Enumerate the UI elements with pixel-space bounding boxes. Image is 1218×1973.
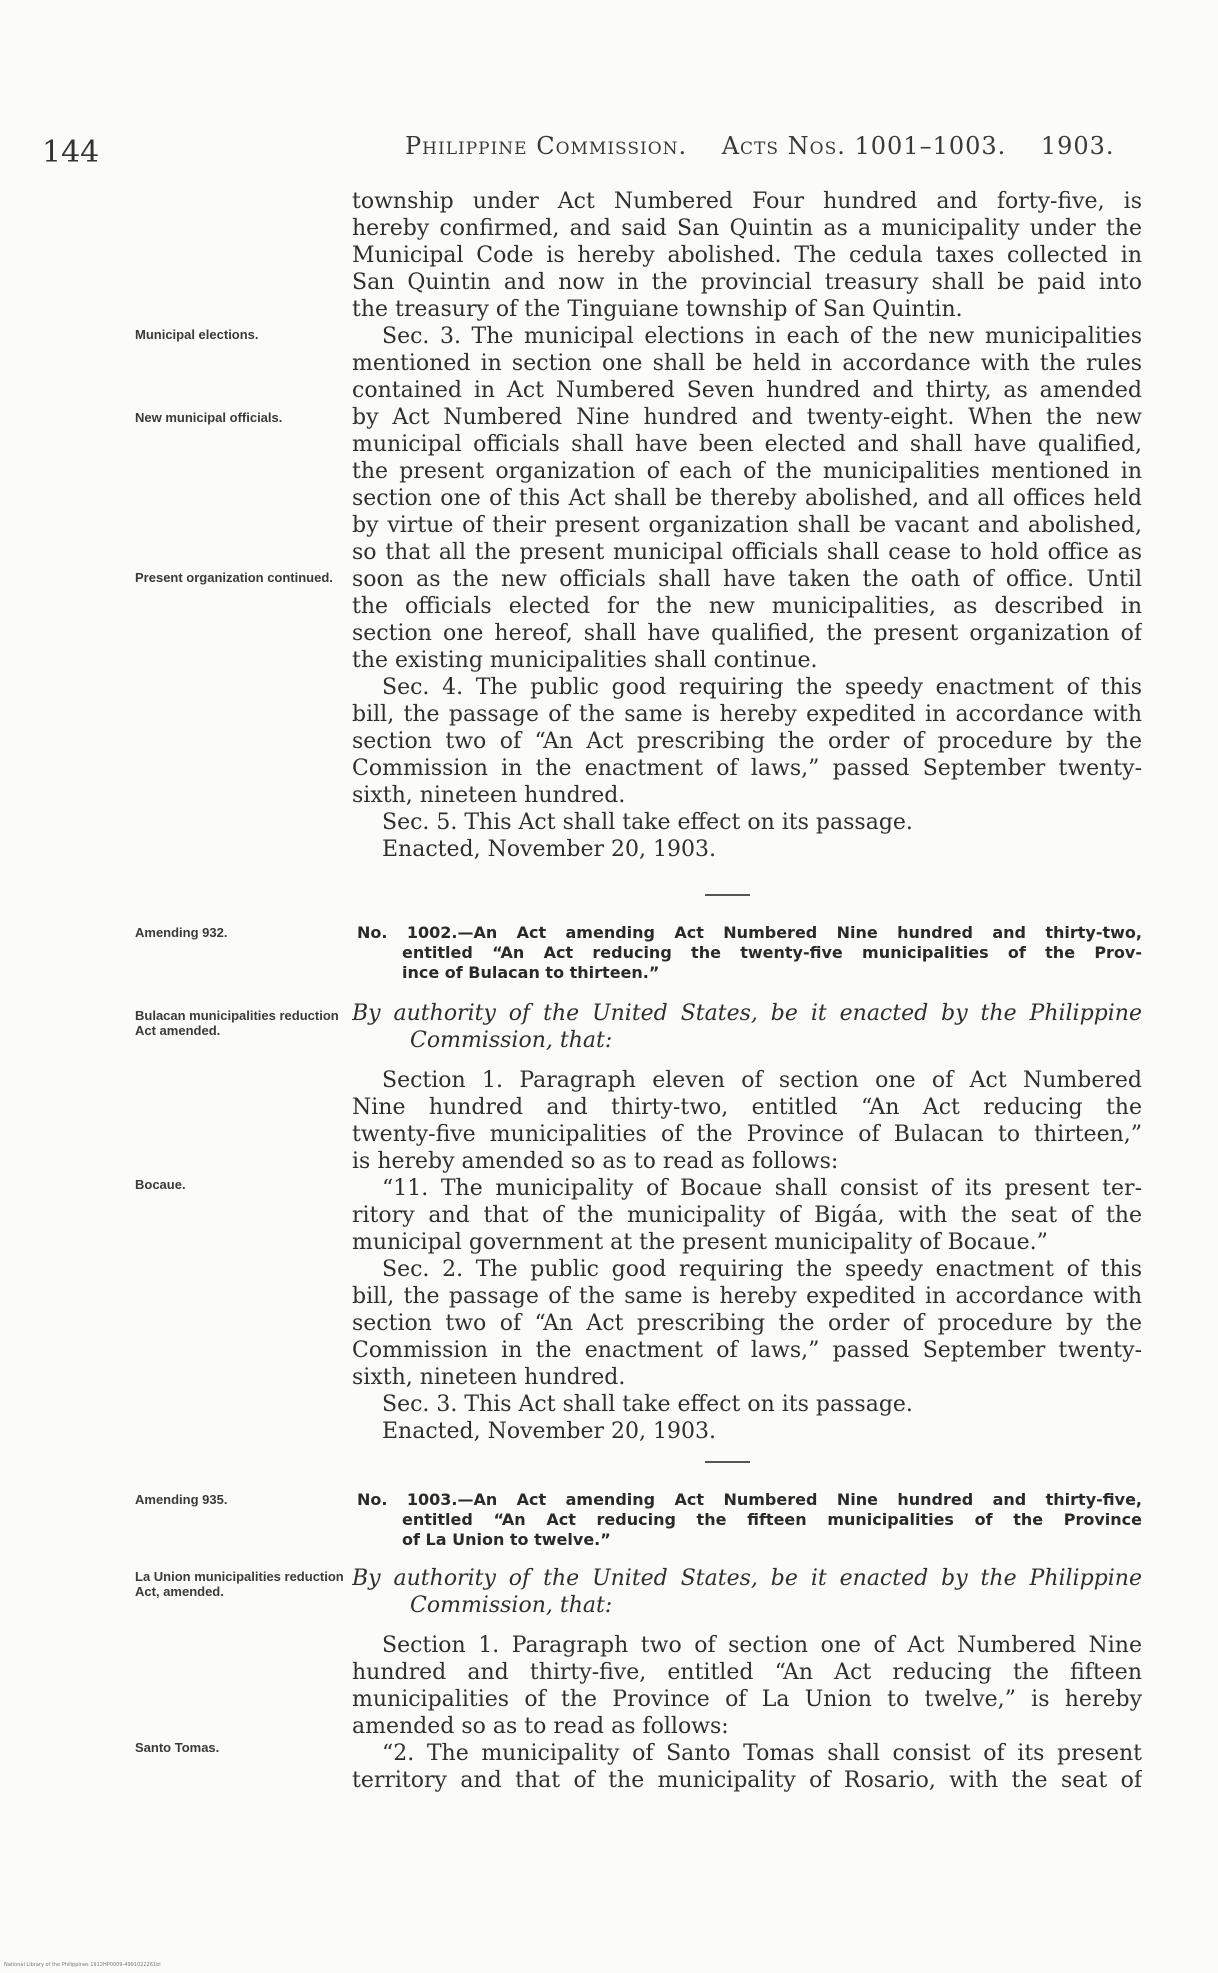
text-line: section one hereof, shall have qualified, the present organization of (352, 621, 1142, 646)
text-line: section two of “An Act prescribing the order of procedure by the (352, 1311, 1142, 1336)
text-line: Sec. 4. The public good requiring the speedy enactment of this (382, 675, 1142, 700)
act-1002-body (352, 1067, 1142, 1445)
page-number: 144 (42, 135, 100, 170)
text-line: Section 1. Paragraph two of section one of Act Numbered Nine (382, 1633, 1142, 1658)
side-note-santo-tomas: Santo Tomas. (135, 1740, 220, 1755)
text-line: Commission in the enactment of laws,” passed September twenty- (352, 756, 1142, 781)
act-1003-enacting-clause (352, 1565, 1142, 1619)
side-note-la-union: La Union municipalities reduction Act, amended. (135, 1569, 344, 1599)
text-line: so that all the present municipal officials shall cease to hold office as (352, 540, 1142, 565)
text-line: Enacted, November 20, 1903. (382, 837, 716, 862)
text-line: section two of “An Act prescribing the order of procedure by the (352, 729, 1142, 754)
text-line: municipal officials shall have been elected and shall have qualified, (352, 432, 1142, 457)
heading-line: ince of Bulacan to thirteen.” (402, 963, 660, 982)
text-line: Sec. 3. This Act shall take effect on its passage. (382, 1392, 913, 1417)
act-1002-heading (357, 923, 1142, 983)
acts-range: Acts Nos. 1001–1003. (721, 132, 1007, 160)
text-line: hereby confirmed, and said San Quintin as a municipality under the (352, 216, 1142, 241)
heading-line: of La Union to twelve.” (402, 1530, 611, 1549)
text-line: Sec. 5. This Act shall take effect on its passage. (382, 810, 913, 835)
text-line: amended so as to read as follows: (352, 1714, 729, 1739)
text-line: municipal government at the present municipality of Bocaue.” (352, 1230, 1048, 1255)
act-1003-heading (357, 1490, 1142, 1550)
text-line: By authority of the United States, be it enacted by the Philippine (352, 1001, 1142, 1026)
text-line: Section 1. Paragraph eleven of section one of Act Numbered (382, 1068, 1142, 1093)
text-line: mentioned in section one shall be held in accordance with the rules (352, 351, 1142, 376)
running-head (405, 132, 1115, 160)
text-line: sixth, nineteen hundred. (352, 783, 626, 808)
text-line: by virtue of their present organization shall be vacant and abolished, (352, 513, 1142, 538)
side-note-municipal-elections: Municipal elections. (135, 327, 259, 342)
text-line: by Act Numbered Nine hundred and twenty-eight. When the new (352, 405, 1142, 430)
side-note-bulacan: Bulacan municipalities reduction Act amended. (135, 1008, 339, 1038)
scan-footer: National Library of the Philippines 1912HP0009-4991022261bl (4, 1962, 161, 1968)
side-note-amending-935: Amending 935. (135, 1492, 228, 1507)
section-divider (705, 894, 750, 896)
text-line: bill, the passage of the same is hereby expedited in accordance with (352, 702, 1142, 727)
text-line: By authority of the United States, be it enacted by the Philippine (352, 1566, 1142, 1591)
act-1002-enacting-clause (352, 1000, 1142, 1054)
text-line: section one of this Act shall be thereby abolished, and all offices held (352, 486, 1142, 511)
heading-line: No. 1002.—An Act amending Act Numbered Nine hundred and thirty-two, (357, 923, 1142, 942)
section-divider (705, 1461, 750, 1463)
text-line: Commission, that: (410, 1028, 613, 1053)
text-line: territory and that of the municipality of Rosario, with the seat of (352, 1768, 1142, 1793)
text-line: “11. The municipality of Bocaue shall consist of its present ter- (382, 1176, 1142, 1201)
text-line: Sec. 2. The public good requiring the speedy enactment of this (382, 1257, 1142, 1282)
text-line: “2. The municipality of Santo Tomas shall consist of its present (382, 1741, 1142, 1766)
text-line: sixth, nineteen hundred. (352, 1365, 626, 1390)
text-line: the present organization of each of the municipalities mentioned in (352, 459, 1142, 484)
heading-line: entitled “An Act reducing the twenty-five municipalities of the Prov- (402, 943, 1142, 962)
text-line: soon as the new officials shall have taken the oath of office. Until (352, 567, 1142, 592)
heading-line: entitled “An Act reducing the fifteen municipalities of the Province (402, 1510, 1142, 1529)
text-line: contained in Act Numbered Seven hundred and thirty, as amended (352, 378, 1142, 403)
text-line: Nine hundred and thirty-two, entitled “An Act reducing the (352, 1095, 1142, 1120)
text-line: Commission in the enactment of laws,” passed September twenty- (352, 1338, 1142, 1363)
side-note-new-municipal-officials: New municipal officials. (135, 410, 283, 425)
text-line: municipalities of the Province of La Union to twelve,” is hereby (352, 1687, 1142, 1712)
act-1001-continued (352, 188, 1142, 863)
side-note-present-organization: Present organization continued. (135, 570, 333, 585)
text-line: bill, the passage of the same is hereby expedited in accordance with (352, 1284, 1142, 1309)
act-1003-body (352, 1632, 1142, 1794)
text-line: the existing municipalities shall continue. (352, 648, 818, 673)
text-line: San Quintin and now in the provincial treasury shall be paid into (352, 270, 1142, 295)
text-line: Sec. 3. The municipal elections in each of the new municipalities (382, 324, 1142, 349)
heading-line: No. 1003.—An Act amending Act Numbered Nine hundred and thirty-five, (357, 1490, 1142, 1509)
text-line: Enacted, November 20, 1903. (382, 1419, 716, 1444)
side-note-bocaue: Bocaue. (135, 1177, 186, 1192)
text-line: ritory and that of the municipality of Bigáa, with the seat of the (352, 1203, 1142, 1228)
text-line: Municipal Code is hereby abolished. The cedula taxes collected in (352, 243, 1142, 268)
text-line: Commission, that: (410, 1593, 613, 1618)
text-line: the treasury of the Tinguiane township of San Quintin. (352, 297, 963, 322)
text-line: is hereby amended so as to read as follows: (352, 1149, 839, 1174)
text-line: hundred and thirty-five, entitled “An Act reducing the fifteen (352, 1660, 1142, 1685)
running-title: Philippine Commission. (405, 132, 688, 160)
text-line: township under Act Numbered Four hundred and forty-five, is (352, 189, 1142, 214)
text-line: the officials elected for the new municipalities, as described in (352, 594, 1142, 619)
year: 1903. (1040, 132, 1115, 160)
side-note-amending-932: Amending 932. (135, 925, 228, 940)
text-line: twenty-five municipalities of the Province of Bulacan to thirteen,” (352, 1122, 1142, 1147)
